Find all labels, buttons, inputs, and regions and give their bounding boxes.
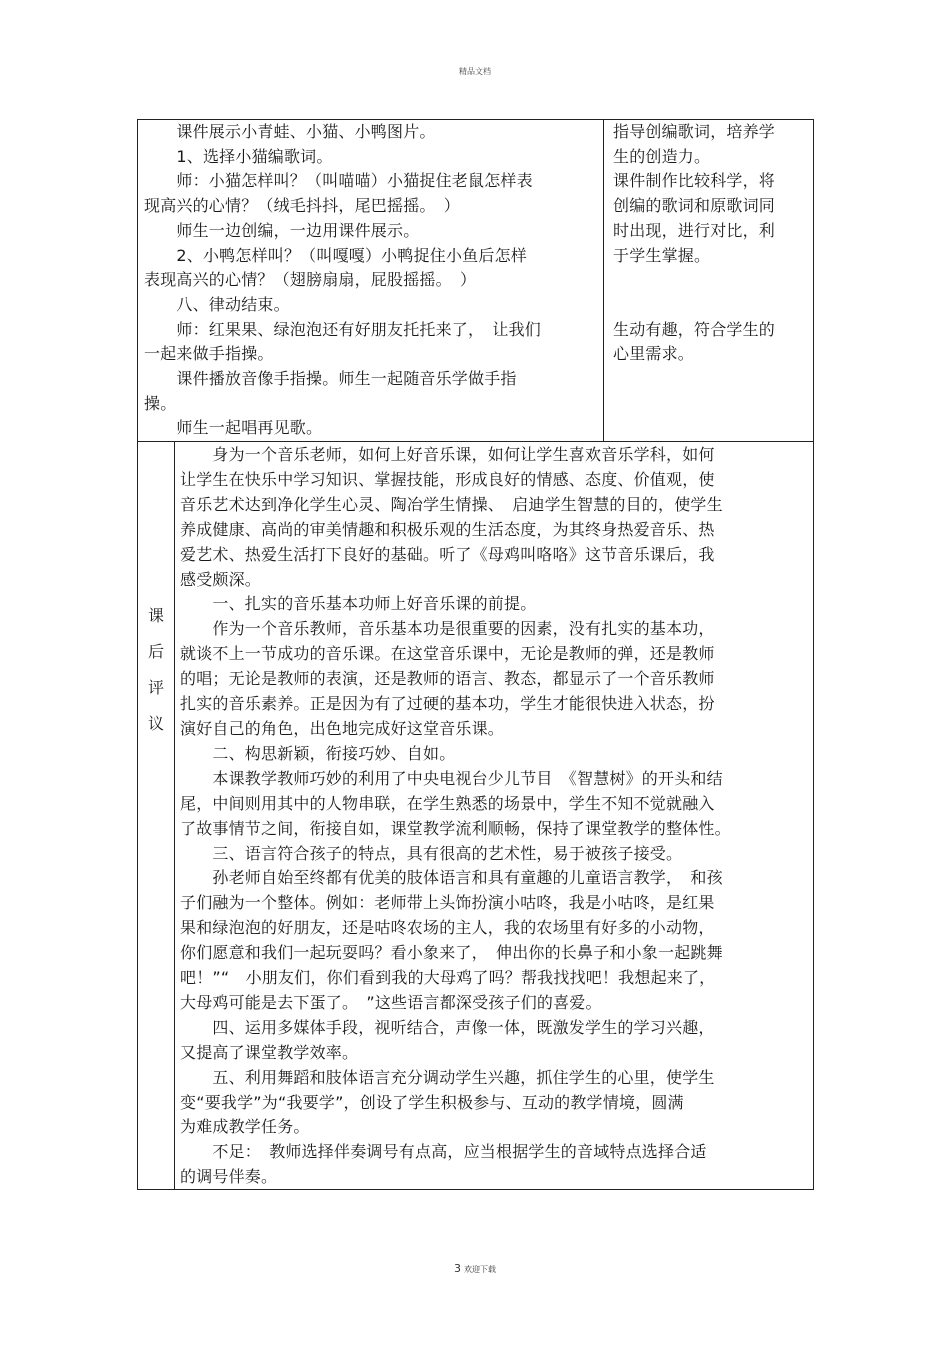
text-line: 五、利用舞蹈和肢体语言充分调动学生兴趣，抓住学生的心里，使学生 (180, 1067, 715, 1087)
text-line: 大母鸡可能是去下蛋了。 ”这些语言都深受孩子们的喜爱。 (180, 992, 602, 1012)
text-line: 八、律动结束。 (144, 294, 290, 314)
text-line: 心里需求。 (613, 344, 695, 364)
text-line: 扎实的音乐素养。正是因为有了过硬的基本功，学生才能很快进入状态，扮 (180, 694, 715, 714)
text-line: 四、运用多媒体手段，视听结合，声像一体，既激发学生的学习兴趣， (180, 1017, 715, 1037)
text-line (613, 293, 775, 318)
text-line: 师：红果果、绿泡泡还有好朋友托托来了， 让我们 (144, 319, 542, 339)
text-line: 1、选择小猫编歌词。 (144, 146, 333, 166)
text-line: 为难成教学任务。 (180, 1117, 310, 1137)
text-line: 表现高兴的心情？（翅膀扇扇，屁股摇摇。 ） (144, 270, 477, 290)
text-line: 音乐艺术达到净化学生心灵、陶冶学生情操、 启迪学生智慧的目的，使学生 (180, 494, 723, 514)
text-line: 师：小猫怎样叫？（叫喵喵）小猫捉住老鼠怎样表 (144, 171, 533, 191)
text-line: 的唱；无论是教师的表演，还是教师的语言、教态，都显示了一个音乐教师 (180, 669, 715, 689)
teaching-process-cell (144, 120, 541, 441)
text-line: 你们愿意和我们一起玩耍吗？看小象来了， 伸出你的长鼻子和小象一起跳舞 (180, 943, 723, 963)
text-line: 就谈不上一节成功的音乐课。在这堂音乐课中，无论是教师的弹，还是教师 (180, 644, 715, 664)
label-char: 评 (147, 678, 164, 697)
text-line: 又提高了课堂教学效率。 (180, 1042, 359, 1062)
text-line: 师生一起唱再见歌。 (144, 418, 323, 438)
text-line: 创编的歌词和原歌词同 (613, 196, 776, 216)
text-line: 课件制作比较科学，将 (613, 171, 776, 191)
text-line: 课件播放音像手指操。师生一起随音乐学做手指 (144, 369, 517, 389)
text-line: 一起来做手指操。 (144, 344, 274, 364)
text-line: 感受颇深。 (180, 569, 262, 589)
text-line: 身为一个音乐老师，如何上好音乐课，如何让学生喜欢音乐学科，如何 (180, 445, 715, 464)
text-line (613, 268, 775, 293)
text-line: 变“要我学”为“我要学”，创设了学生积极参与、互动的教学情境，圆满 (180, 1092, 684, 1112)
upper-column-divider (603, 120, 604, 441)
text-line: 果和绿泡泡的好朋友，还是咕咚农场的主人，我的农场里有好多的小动物， (180, 918, 715, 938)
page-number: 3 (454, 1262, 461, 1275)
text-line: 子们融为一个整体。例如：老师带上头饰扮演小咕咚，我是小咕咚，是红果 (180, 893, 715, 913)
text-line: 爱艺术、热爱生活打下良好的基础。听了《母鸡叫咯咯》这节音乐课后，我 (180, 544, 715, 564)
design-intent-cell (613, 120, 775, 367)
review-text-cell (180, 443, 731, 1190)
text-line: 让学生在快乐中学习知识、掌握技能，形成良好的情感、态度、价值观，使 (180, 469, 715, 489)
text-line: 生动有趣，符合学生的 (613, 319, 776, 339)
text-line: 操。 (144, 393, 177, 413)
text-line: 不足： 教师选择伴奏调号有点高，应当根据学生的音域特点选择合适 (180, 1142, 707, 1162)
label-char: 议 (147, 714, 164, 733)
text-line: 了故事情节之间，衔接自如，课堂教学流利顺畅，保持了课堂教学的整体性。 (180, 818, 731, 838)
lesson-table (137, 119, 814, 1190)
footer-text: 欢迎下载 (464, 1265, 496, 1274)
text-line: 现高兴的心情？（绒毛抖抖，尾巴摇摇。 ） (144, 196, 461, 216)
label-char: 后 (147, 642, 164, 661)
text-line: 2、小鸭怎样叫？（叫嘎嘎）小鸭捉住小鱼后怎样 (144, 245, 527, 265)
text-line: 作为一个音乐教师，音乐基本功是很重要的因素，没有扎实的基本功， (180, 619, 715, 639)
text-line: 吧！”“ 小朋友们，你们看到我的大母鸡了吗？帮我找找吧！我想起来了， (180, 968, 716, 988)
text-line: 一、扎实的音乐基本功师上好音乐课的前提。 (180, 594, 537, 614)
text-line: 三、语言符合孩子的特点，具有很高的艺术性，易于被孩子接受。 (180, 843, 683, 863)
text-line: 演好自己的角色，出色地完成好这堂音乐课。 (180, 718, 505, 738)
row-divider (138, 441, 813, 442)
text-line: 时出现，进行对比，利 (613, 220, 776, 240)
text-line: 尾，中间则用其中的人物串联，在学生熟悉的场景中，学生不知不觉就融入 (180, 793, 715, 813)
label-column-divider (174, 441, 175, 1189)
text-line: 于学生掌握。 (613, 245, 711, 265)
text-line: 生的创造力。 (613, 146, 711, 166)
header-watermark: 精品文档 (459, 67, 491, 76)
text-line: 课件展示小青蛙、小猫、小鸭图片。 (144, 122, 436, 141)
text-line: 二、构思新颖，衔接巧妙、自如。 (180, 743, 456, 763)
text-line: 养成健康、高尚的审美情趣和积极乐观的生活态度，为其终身热爱音乐、热 (180, 519, 715, 539)
text-line: 孙老师自始至终都有优美的肢体语言和具有童趣的儿童语言教学， 和孩 (180, 868, 723, 888)
text-line: 指导创编歌词，培养学 (613, 122, 776, 141)
text-line: 师生一边创编，一边用课件展示。 (144, 220, 420, 240)
page-footer (0, 1262, 950, 1275)
text-line: 本课教学教师巧妙的利用了中央电视台少儿节目 《智慧树》的开头和结 (180, 768, 723, 788)
label-char: 课 (147, 606, 164, 625)
text-line: 的调号伴奏。 (180, 1167, 278, 1187)
